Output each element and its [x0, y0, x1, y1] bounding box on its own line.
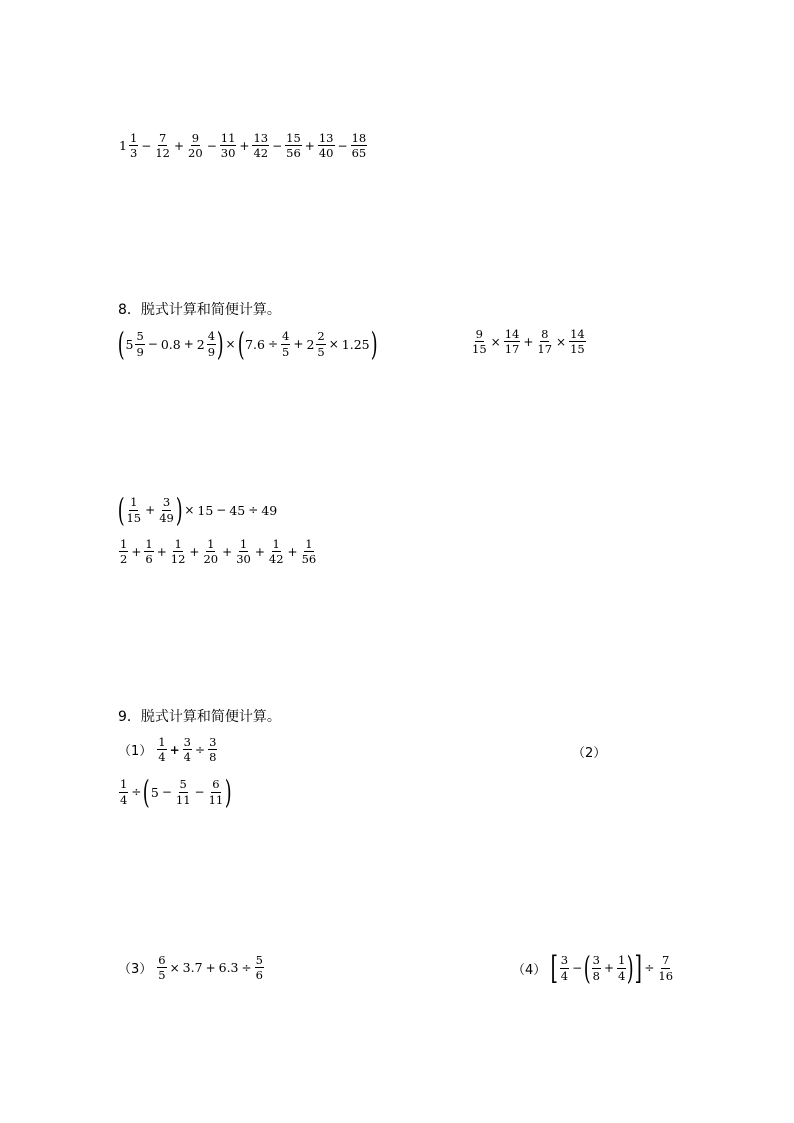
fraction: $\frac{3}{49}$	[159, 495, 174, 525]
minus-sign: −	[206, 138, 217, 153]
fraction: $\frac{14}{15}$	[570, 327, 585, 357]
fraction: $\frac{14}{17}$	[504, 327, 520, 357]
plus-sign: +	[173, 138, 185, 153]
fraction: $\frac{9}{15}$	[472, 327, 487, 357]
fraction: $\frac{1}{3}$	[129, 131, 138, 161]
question-8-heading: 8．脱式计算和简便计算。	[118, 302, 281, 318]
fraction: $\frac{8}{17}$	[537, 327, 553, 357]
minus-sign: −	[572, 961, 583, 975]
part-label: （1）	[118, 744, 153, 760]
part-label: （4）	[512, 962, 547, 978]
plus-sign: +	[304, 138, 315, 153]
fraction: $\frac{1}{42}$	[268, 537, 284, 567]
right-bracket: ]	[634, 949, 642, 987]
times-sign: ×	[225, 337, 236, 351]
fraction: $\frac{3}{4}$	[183, 735, 191, 765]
fraction: $\frac{3}{8}$	[209, 735, 217, 765]
number: 45	[229, 502, 246, 518]
left-paren: (	[117, 325, 125, 363]
fraction: $\frac{1}{20}$	[203, 537, 219, 567]
divide-sign: ÷	[248, 503, 259, 517]
right-paren: )	[627, 949, 635, 987]
fraction: $\frac{1}{4}$	[120, 777, 128, 807]
minus-sign: −	[141, 138, 152, 153]
times-sign: ×	[184, 503, 195, 517]
fraction: $\frac{1}{6}$	[145, 537, 153, 567]
plus-sign: +	[145, 503, 156, 517]
left-paren: (	[237, 325, 245, 363]
number: 7.6	[245, 336, 265, 352]
whole-number: 2	[306, 336, 315, 352]
times-sign: ×	[490, 334, 501, 349]
number: 5	[150, 784, 159, 800]
left-paren: (	[143, 773, 151, 811]
right-paren: )	[225, 773, 232, 811]
q9-part-2-label	[572, 742, 610, 761]
minus-sign: −	[272, 138, 283, 153]
part-label: （3）	[118, 962, 153, 978]
divide-sign: ÷	[195, 742, 206, 757]
minus-sign: −	[147, 337, 158, 351]
plus-sign: +	[183, 337, 194, 351]
minus-sign: −	[337, 138, 348, 153]
plus-sign: +	[254, 544, 265, 559]
fraction: $\frac{2}{5}$	[317, 329, 325, 359]
fraction: $\frac{6}{11}$	[208, 777, 224, 807]
plus-sign: +	[603, 961, 615, 975]
fraction: $\frac{6}{5}$	[158, 953, 166, 983]
number: 1.25	[341, 336, 370, 352]
fraction: $\frac{4}{5}$	[282, 329, 290, 359]
plus-sign: +	[523, 334, 534, 349]
fraction: $\frac{1}{56}$	[301, 537, 317, 567]
divide-sign: ÷	[131, 785, 142, 799]
whole-number: 5	[125, 336, 134, 352]
expression-top	[118, 132, 368, 159]
fraction: $\frac{5}{6}$	[255, 953, 263, 983]
plus-sign: +	[205, 960, 216, 975]
times-sign: ×	[169, 960, 180, 975]
fraction: $\frac{7}{12}$	[155, 131, 170, 161]
fraction: $\frac{1}{12}$	[170, 537, 186, 567]
plus-sign: +	[169, 742, 180, 757]
left-paren: (	[583, 949, 591, 987]
fraction: $\frac{15}{56}$	[286, 131, 301, 161]
fraction: $\frac{1}{2}$	[120, 537, 128, 567]
plus-sign: +	[189, 544, 200, 559]
divide-sign: ÷	[241, 960, 252, 975]
number: 15	[197, 502, 214, 518]
times-sign: ×	[556, 334, 567, 349]
q8-expression-2	[470, 328, 587, 355]
fraction: $\frac{13}{42}$	[253, 131, 269, 161]
left-bracket: [	[550, 949, 559, 987]
minus-sign: −	[161, 785, 172, 799]
minus-sign: −	[194, 785, 205, 799]
right-paren: )	[216, 325, 224, 363]
fraction: $\frac{3}{4}$	[560, 953, 569, 983]
plus-sign: +	[239, 138, 250, 153]
times-sign: ×	[328, 337, 339, 351]
fraction: $\frac{1}{15}$	[126, 495, 142, 525]
q8-expression-1	[117, 325, 378, 363]
q8-expression-4	[118, 538, 318, 565]
fraction: $\frac{13}{40}$	[318, 131, 334, 161]
plus-sign: +	[293, 337, 304, 351]
fraction: $\frac{4}{9}$	[207, 329, 216, 359]
divide-sign: ÷	[267, 337, 279, 351]
q9-part-1	[118, 736, 218, 763]
right-paren: )	[175, 491, 183, 529]
q9-part-3	[118, 954, 265, 981]
fraction: $\frac{1}{4}$	[158, 735, 166, 765]
q9-part-2-expression	[118, 773, 232, 811]
fraction: $\frac{11}{30}$	[220, 131, 236, 161]
fraction: $\frac{7}{16}$	[658, 953, 674, 983]
plus-sign: +	[287, 544, 298, 559]
minus-sign: −	[216, 503, 227, 517]
fraction: $\frac{5}{9}$	[136, 329, 144, 359]
q9-part-4	[512, 949, 675, 987]
number: 49	[261, 502, 278, 518]
plus-sign: +	[156, 544, 167, 559]
number: 3.7	[182, 960, 203, 976]
plus-sign: +	[222, 544, 233, 559]
number: 6.3	[218, 960, 239, 976]
divide-sign: ÷	[644, 961, 655, 975]
fraction: $\frac{18}{65}$	[351, 131, 367, 161]
right-paren: )	[370, 325, 378, 363]
q8-expression-3	[117, 491, 278, 529]
plus-sign: +	[131, 544, 142, 559]
whole-number: 2	[196, 336, 205, 352]
fraction: $\frac{3}{8}$	[592, 953, 600, 983]
whole-number: 1	[119, 138, 127, 154]
part-label: （2）	[572, 746, 607, 761]
left-paren: (	[117, 491, 125, 529]
fraction: $\frac{9}{20}$	[188, 131, 203, 161]
number: 0.8	[160, 336, 181, 352]
question-9-heading: 9．脱式计算和简便计算。	[118, 709, 281, 725]
fraction: $\frac{1}{4}$	[618, 953, 626, 983]
fraction: $\frac{1}{30}$	[236, 537, 251, 567]
fraction: $\frac{5}{11}$	[175, 777, 191, 807]
